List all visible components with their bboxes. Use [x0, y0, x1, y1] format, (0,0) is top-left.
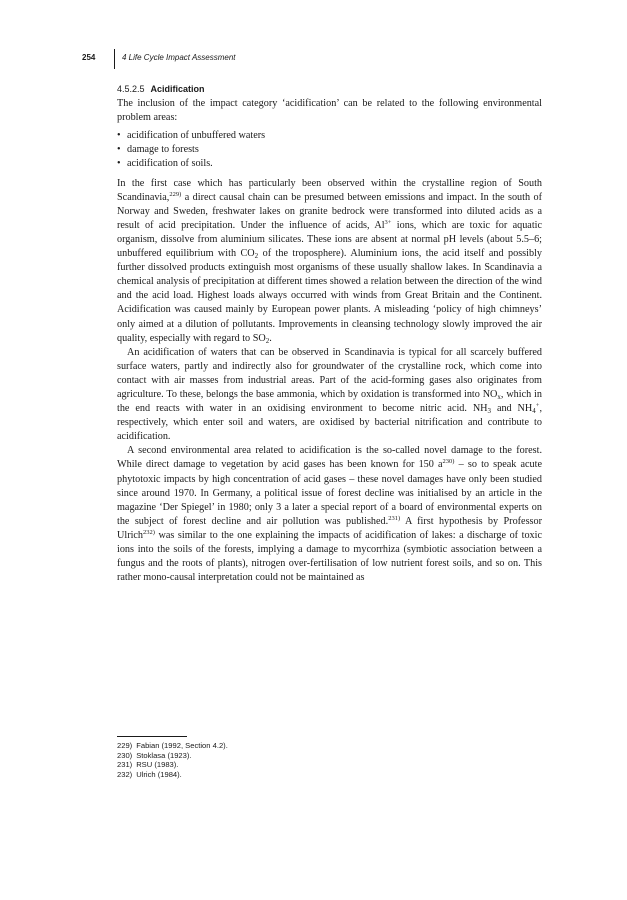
- section-title: Acidification: [150, 84, 205, 94]
- footnote: 230) Stoklasa (1923).: [117, 750, 192, 760]
- footnote-ref-232: 232): [143, 528, 155, 536]
- footnote-rule: [117, 736, 187, 737]
- footnotes: [117, 736, 542, 779]
- bullet-item: • acidification of unbuffered waters: [117, 129, 542, 143]
- footnote: 232) Ulrich (1984).: [117, 769, 182, 779]
- footnote-ref-230: 230): [442, 458, 455, 466]
- section-number: 4.5.2.5: [117, 84, 145, 94]
- header-divider: [114, 49, 115, 69]
- main-text: [117, 82, 542, 585]
- bullet-item: • damage to forests: [117, 143, 542, 157]
- page-number: 254: [82, 53, 96, 62]
- footnote-ref-229: 229): [169, 190, 182, 198]
- footnote: 231) RSU (1983).: [117, 760, 179, 770]
- intro-paragraph: The inclusion of the impact category ‘acidification’ can be related to the following environmental problem areas:: [117, 98, 542, 124]
- section-heading: [117, 82, 542, 96]
- bullet-item: • acidification of soils.: [117, 157, 542, 171]
- footnote: 229) Fabian (1992, Section 4.2).: [117, 741, 228, 750]
- footnote-ref-231: 231): [388, 514, 401, 522]
- bullet-list: [117, 129, 542, 171]
- paragraph-3: A second environmental area related to acidification is the so-called novel damage to the forest. While direct damage to vegetation by acid gases has been known for 150 $a^{230)}$ – so to speak acute phytotoxic impacts by high concentration of acid gases – these novel damages have only been studied since around 1970. In Germany, a political issue of forest decline was initialised by an article in the magazine ‘Der Spiegel’ in 1980; only 3 a later a special report of a board of environmental experts on the subject of forest decline and air pollution was published.$^{231)}$ A first hypothesis by Professor Ulrich$^{232)}$ was similar to the one explaining the impacts of acidification of lakes: a discharge of toxic ions into the soils of the forests, implying a damage to mycorrhiza (symbiotic association between a fungus and the roots of plants), nitrogen over-fertilisation of low nutrient forest soils, and so on. This rather mono-causal interpretation could not be maintained as: [117, 445, 542, 584]
- running-title: 4 Life Cycle Impact Assessment: [122, 53, 236, 62]
- paragraph-2: An acidification of waters that can be observed in Scandinavia is typical for all scarcely buffered surface waters, partly and indirectly also for groundwater of the crystalline rock, which come into contact with air masses from industrial areas. Part of the acid-forming gases also originates from agriculture. To these, belongs the base ammonia, which by oxidation is transformed into $NO_x$, which in the end reacts with water in an oxidising environment to become nitric acid. $NH_3$ and $NH_4^+$, respectively, which enter soil and waters, are oxidised by bacterial nitrification and contribute to acidification.: [117, 346, 542, 443]
- paragraph-1: In the first case which has particularly been observed within the crystalline region of South Scandinavia,$^{229)}$ a direct causal chain can be presumed between emissions and impact. In the south of Norway and Sweden, freshwater lakes on granite bedrock were transformed into diluted acids as a result of acid precipitation. Under the influence of acids, $Al^{3+}$ ions, which are toxic for aquatic organism, dissolve from aluminium silicates. These ions are absent at normal pH levels (about 5.5–6; unbuffered equilibrium with $CO_2$ of the troposphere). Aluminium ions, the acid itself and possibly further dissolved products extinguish most organisms of these usually shallow lakes. In Scandinavia a chemical analysis of precipitation at different times showed a relation between the direction of the wind and the acid load. Highest loads always occurred with winds from Great Britain and the Continent. Acidification was caused mainly by European power plants. A misleading ‘policy of high chimneys’ only aimed at a dilution of pollutants. Improvements in cleansing technology slowly improved the air quality, especially with regard to $SO_2$.: [117, 177, 543, 345]
